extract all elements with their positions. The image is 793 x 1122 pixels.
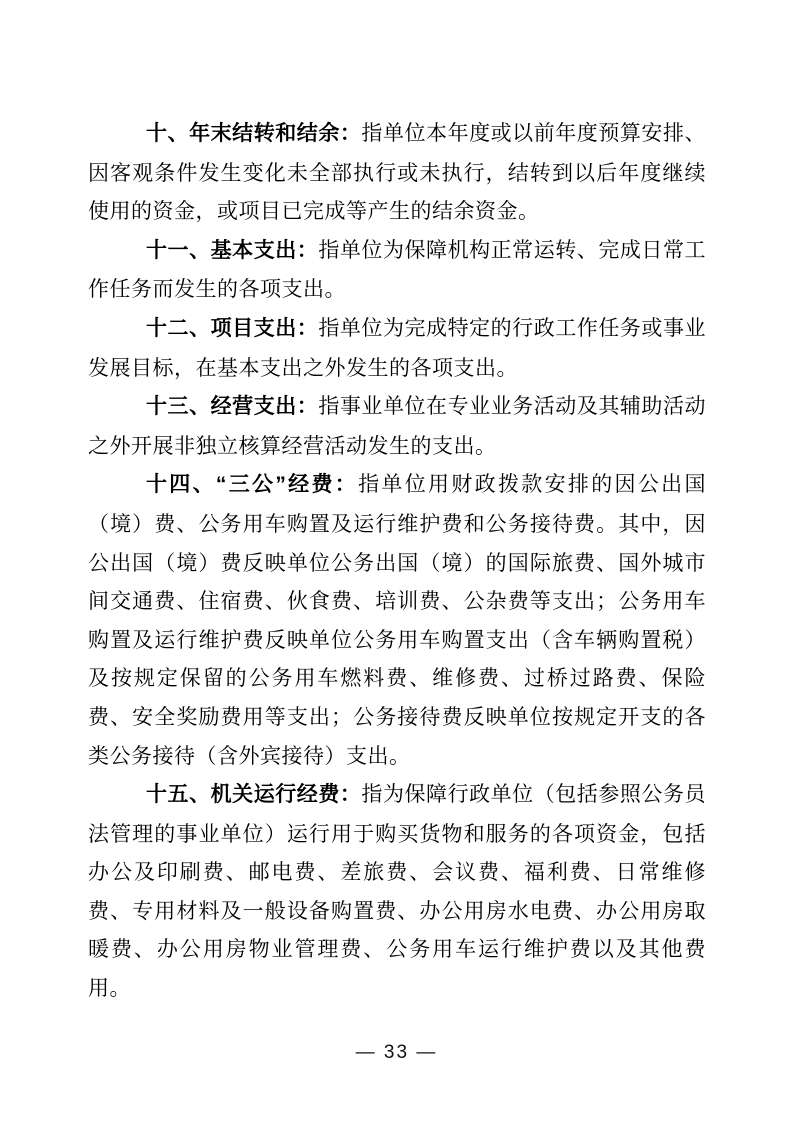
term-heading: 十一、基本支出： bbox=[146, 238, 319, 262]
paragraph-agency-operating-funds bbox=[88, 775, 706, 1008]
term-definition: 指单位本年度或以前年度预算安排、因客观条件发生变化未全部执行或未执行，结转到以后年度继续使用的资金，或项目已完成等产生的结余资金。 bbox=[88, 121, 707, 224]
term-heading: 十、年末结转和结余： bbox=[146, 122, 362, 145]
term-heading: 十三、经营支出： bbox=[146, 395, 319, 419]
term-definition: 指单位为完成特定的行政工作任务或事业发展目标，在基本支出之外发生的各项支出。 bbox=[88, 315, 707, 380]
page-number: — 33 — bbox=[355, 1042, 438, 1063]
term-definition: 指单位用财政拨款安排的因公出国（境）费、公务用车购置及运行维护费和公务接待费。其中，因公出国（境）费反映单位公务出国（境）的国际旅费、国外城市间交通费、住宿费、伙食费、培训费、公杂费等支出；公务用车购置及运行维护费反映单位公务用车购置支出（含车辆购置税） 及按规定保留的公务用车燃料费、维修费、过桥过路费、保险 费、安全奖励费用等支出；公务接待费反映单位按规定开支的各类公务接待（含外宾接待）支出。 bbox=[88, 472, 706, 768]
document-body bbox=[88, 114, 706, 1008]
paragraph-year-end-carryover bbox=[88, 114, 706, 231]
paragraph-project-expenditure bbox=[88, 309, 706, 387]
paragraph-basic-expenditure bbox=[88, 231, 706, 309]
term-definition: 指事业单位在专业业务活动及其辅助活动之外开展非独立核算经营活动发生的支出。 bbox=[88, 394, 707, 458]
paragraph-three-public-funds bbox=[88, 465, 706, 775]
term-definition: 指为保障行政单位（包括参照公务员法管理的事业单位）运行用于购买货物和服务的各项资金，包括办公及印刷费、邮电费、差旅费、会议费、福利费、日常维修 费、专用材料及一般设备购置费、办公用房水电费、办公用房取暖费、办公用房物业管理费、公务用车运行维护费以及其他费 用。 bbox=[88, 782, 707, 1001]
paragraph-operating-expenditure bbox=[88, 387, 706, 465]
term-definition: 指单位为保障机构正常运转、完成日常工作任务而发生的各项支出。 bbox=[88, 237, 707, 302]
term-heading: 十五、机关运行经费： bbox=[146, 783, 362, 807]
term-heading: 十二、项目支出： bbox=[146, 316, 319, 340]
term-heading: 十四、“三公”经费： bbox=[146, 473, 359, 497]
